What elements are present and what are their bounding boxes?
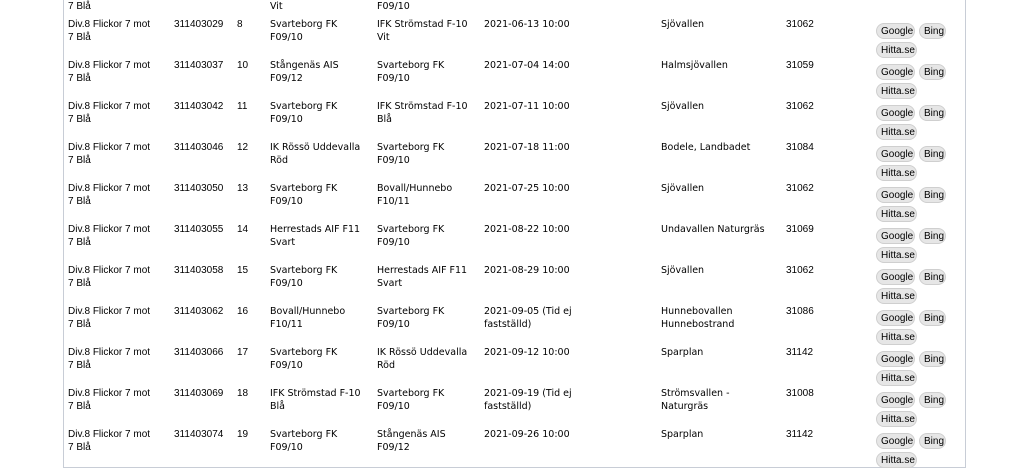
google-search-button[interactable]: Google: [876, 187, 915, 203]
venue-code-cell: 31086: [786, 306, 814, 317]
home-team-cell: IFK Strömstad F-10 Blå: [270, 388, 361, 412]
home-team-cell: IK Rössö Uddevalla Röd: [270, 142, 361, 166]
bing-search-button[interactable]: Bing: [919, 105, 946, 121]
table-row: [0, 183, 1024, 224]
away-team-cell: Stångenäs AIS F09/12: [377, 429, 446, 453]
match-number-cell: 311403058: [174, 265, 224, 276]
home-team-cell: Svarteborg FK F09/10: [270, 347, 338, 371]
venue-cell: Bodele, Landbadet: [661, 142, 751, 153]
venue-code-cell: 31069: [786, 224, 814, 235]
datetime-cell: 2021-07-18 11:00: [484, 142, 570, 153]
hitta-map-button[interactable]: Hitta.se: [876, 288, 917, 304]
table-row: [0, 19, 1024, 60]
hitta-map-button[interactable]: Hitta.se: [876, 124, 917, 140]
hitta-map-button[interactable]: Hitta.se: [876, 411, 917, 427]
datetime-cell: 2021-07-25 10:00: [484, 183, 570, 194]
match-number-cell: 311403062: [174, 306, 224, 317]
venue-code-cell: 31059: [786, 60, 814, 71]
home-team-cell: Vit: [270, 0, 283, 12]
venue-cell: Strömsvallen - Naturgräs: [661, 388, 730, 412]
home-team-cell: Svarteborg FK F09/10: [270, 19, 338, 43]
venue-cell: Hunnebovallen Hunnebostrand: [661, 306, 735, 330]
round-cell: 17: [237, 347, 249, 358]
hitta-map-button[interactable]: Hitta.se: [876, 370, 917, 386]
home-team-cell: Svarteborg FK F09/10: [270, 265, 338, 289]
round-cell: 15: [237, 265, 249, 276]
datetime-cell: 2021-07-04 14:00: [484, 60, 570, 71]
bing-search-button[interactable]: Bing: [919, 23, 946, 39]
venue-cell: Undavallen Naturgräs: [661, 224, 765, 235]
away-team-cell: IFK Strömstad F-10 Vit: [377, 19, 468, 43]
away-team-cell: IFK Strömstad F-10 Blå: [377, 101, 468, 125]
match-number-cell: 311403046: [174, 142, 224, 153]
round-cell: 12: [237, 142, 249, 153]
hitta-map-button[interactable]: Hitta.se: [876, 206, 917, 222]
google-search-button[interactable]: Google: [876, 310, 915, 326]
venue-cell: Sparplan: [661, 429, 704, 440]
match-number-cell: 311403050: [174, 183, 224, 194]
datetime-cell: 2021-09-05 (Tid ej fastställd): [484, 306, 572, 330]
match-number-cell: 311403037: [174, 60, 224, 71]
match-number-cell: 311403029: [174, 19, 224, 30]
google-search-button[interactable]: Google: [876, 433, 915, 449]
datetime-cell: 2021-06-13 10:00: [484, 19, 570, 30]
away-team-cell: Svarteborg FK F09/10: [377, 306, 445, 330]
home-team-cell: Svarteborg FK F09/10: [270, 429, 338, 453]
hitta-map-button[interactable]: Hitta.se: [876, 165, 917, 181]
venue-code-cell: 31062: [786, 101, 814, 112]
hitta-map-button[interactable]: Hitta.se: [876, 247, 917, 263]
venue-cell: Sparplan: [661, 347, 704, 358]
series-cell: Div.8 Flickor 7 mot 7 Blå: [68, 429, 151, 453]
google-search-button[interactable]: Google: [876, 105, 915, 121]
bing-search-button[interactable]: Bing: [919, 433, 946, 449]
venue-code-cell: 31062: [786, 265, 814, 276]
google-search-button[interactable]: Google: [876, 146, 915, 162]
hitta-map-button[interactable]: Hitta.se: [876, 83, 917, 99]
bing-search-button[interactable]: Bing: [919, 351, 946, 367]
series-cell: Div.8 Flickor 7 mot 7 Blå: [68, 224, 151, 248]
match-number-cell: 311403055: [174, 224, 224, 235]
away-team-cell: Herrestads AIF F11 Svart: [377, 265, 468, 289]
round-cell: 10: [237, 60, 249, 71]
round-cell: 18: [237, 388, 249, 399]
venue-code-cell: 31062: [786, 19, 814, 30]
venue-code-cell: 31084: [786, 142, 814, 153]
series-cell: Div.8 Flickor 7 mot 7 Blå: [68, 306, 151, 330]
bing-search-button[interactable]: Bing: [919, 269, 946, 285]
datetime-cell: 2021-09-19 (Tid ej fastställd): [484, 388, 572, 412]
venue-cell: Sjövallen: [661, 265, 705, 276]
home-team-cell: Svarteborg FK F09/10: [270, 183, 338, 207]
home-team-cell: Herrestads AIF F11 Svart: [270, 224, 361, 248]
round-cell: 16: [237, 306, 249, 317]
venue-code-cell: 31062: [786, 183, 814, 194]
bing-search-button[interactable]: Bing: [919, 228, 946, 244]
away-team-cell: Svarteborg FK F09/10: [377, 60, 445, 84]
datetime-cell: 2021-09-12 10:00: [484, 347, 570, 358]
series-cell: Div.8 Flickor 7 mot 7 Blå: [68, 142, 151, 166]
datetime-cell: 2021-07-11 10:00: [484, 101, 570, 112]
venue-code-cell: 31142: [786, 429, 814, 440]
series-cell: 7 Blå: [68, 0, 91, 12]
match-number-cell: 311403069: [174, 388, 224, 399]
series-cell: Div.8 Flickor 7 mot 7 Blå: [68, 19, 151, 43]
series-cell: Div.8 Flickor 7 mot 7 Blå: [68, 265, 151, 289]
hitta-map-button[interactable]: Hitta.se: [876, 42, 917, 58]
table-row: [0, 388, 1024, 429]
table-row: [0, 224, 1024, 265]
home-team-cell: Bovall/Hunnebo F10/11: [270, 306, 346, 330]
away-team-cell: Svarteborg FK F09/10: [377, 388, 445, 412]
venue-cell: Halmsjövallen: [661, 60, 728, 71]
table-row: [0, 142, 1024, 183]
round-cell: 13: [237, 183, 249, 194]
bing-search-button[interactable]: Bing: [919, 310, 946, 326]
round-cell: 14: [237, 224, 249, 235]
venue-cell: Sjövallen: [661, 19, 705, 30]
away-team-cell: Bovall/Hunnebo F10/11: [377, 183, 453, 207]
bing-search-button[interactable]: Bing: [919, 64, 946, 80]
venue-code-cell: 31008: [786, 388, 814, 399]
round-cell: 11: [237, 101, 248, 112]
google-search-button[interactable]: Google: [876, 228, 915, 244]
table-row: [0, 429, 1024, 470]
google-search-button[interactable]: Google: [876, 392, 915, 408]
datetime-cell: 2021-09-26 10:00: [484, 429, 570, 440]
google-search-button[interactable]: Google: [876, 269, 915, 285]
bing-search-button[interactable]: Bing: [919, 392, 946, 408]
away-team-cell: Svarteborg FK F09/10: [377, 224, 445, 248]
table-row: [0, 101, 1024, 142]
match-number-cell: 311403074: [174, 429, 224, 440]
match-number-cell: 311403066: [174, 347, 224, 358]
hitta-map-button[interactable]: Hitta.se: [876, 452, 917, 468]
table-row: [0, 347, 1024, 388]
venue-code-cell: 31142: [786, 347, 814, 358]
round-cell: 19: [237, 429, 249, 440]
away-team-cell: Svarteborg FK F09/10: [377, 142, 445, 166]
table-row: [0, 60, 1024, 101]
venue-cell: Sjövallen: [661, 183, 705, 194]
venue-cell: Sjövallen: [661, 101, 705, 112]
round-cell: 8: [237, 19, 243, 30]
google-search-button[interactable]: Google: [876, 351, 915, 367]
bing-search-button[interactable]: Bing: [919, 146, 946, 162]
series-cell: Div.8 Flickor 7 mot 7 Blå: [68, 101, 151, 125]
table-row: [0, 306, 1024, 347]
series-cell: Div.8 Flickor 7 mot 7 Blå: [68, 388, 151, 412]
series-cell: Div.8 Flickor 7 mot 7 Blå: [68, 183, 151, 207]
match-number-cell: 311403042: [174, 101, 224, 112]
hitta-map-button[interactable]: Hitta.se: [876, 329, 917, 345]
series-cell: Div.8 Flickor 7 mot 7 Blå: [68, 347, 151, 371]
away-team-cell: IK Rössö Uddevalla Röd: [377, 347, 468, 371]
datetime-cell: 2021-08-22 10:00: [484, 224, 570, 235]
home-team-cell: Stångenäs AIS F09/12: [270, 60, 339, 84]
table-row: [0, 265, 1024, 306]
datetime-cell: 2021-08-29 10:00: [484, 265, 570, 276]
google-search-button[interactable]: Google: [876, 23, 915, 39]
bing-search-button[interactable]: Bing: [919, 187, 946, 203]
google-search-button[interactable]: Google: [876, 64, 915, 80]
away-team-cell: F09/10: [377, 0, 410, 12]
series-cell: Div.8 Flickor 7 mot 7 Blå: [68, 60, 151, 84]
home-team-cell: Svarteborg FK F09/10: [270, 101, 338, 125]
